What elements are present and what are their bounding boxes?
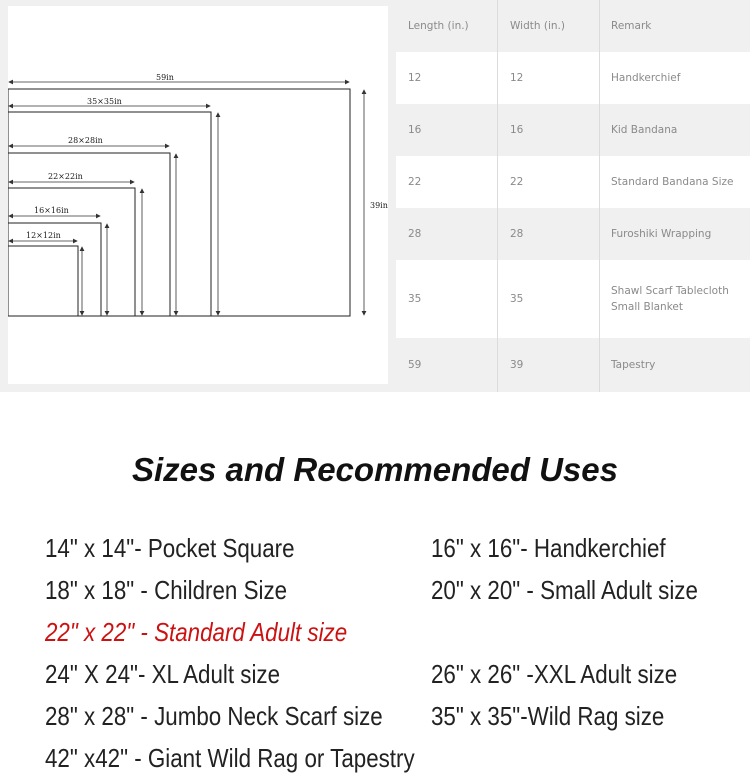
label-22x22: 22×22in: [48, 172, 83, 181]
cell-remark: Furoshiki Wrapping: [611, 228, 712, 240]
table-row: [396, 52, 750, 104]
label-16x16: 16×16in: [34, 206, 69, 215]
size-diagram-svg: [8, 6, 388, 384]
table-header-row: [396, 0, 750, 52]
header-length: Length (in.): [396, 0, 498, 52]
cell-width: 28: [498, 208, 600, 260]
table-row: [396, 208, 750, 260]
use-item: 28" x 28" - Jumbo Neck Scarf size: [45, 701, 383, 731]
rect-12x12: [8, 246, 78, 316]
rect-59x39: [8, 89, 350, 316]
use-item: 16" x 16"- Handkerchief: [431, 533, 666, 563]
cell-length: 28: [396, 208, 498, 260]
table-row: [396, 338, 750, 392]
use-item: 24" X 24"- XL Adult size: [45, 659, 281, 689]
use-item: 18" x 18" - Children Size: [45, 575, 288, 605]
cell-length: 35: [396, 260, 498, 338]
cell-width: 39: [498, 338, 600, 392]
size-table: [396, 0, 750, 392]
uses-title: Sizes and Recommended Uses: [131, 451, 618, 488]
use-item-highlighted: 22" x 22" - Standard Adult size: [45, 617, 348, 647]
cell-width: 12: [498, 52, 600, 104]
use-item: 42" x42" - Giant Wild Rag or Tapestry: [45, 743, 415, 773]
table-row: [396, 104, 750, 156]
cell-length: 16: [396, 104, 498, 156]
cell-remark: Standard Bandana Size: [611, 176, 734, 188]
rect-22x22: [8, 188, 135, 316]
size-diagram: [8, 6, 388, 384]
cell-width: 22: [498, 156, 600, 208]
cell-remark: Tapestry: [611, 359, 656, 371]
label-12x12: 12×12in: [26, 231, 61, 240]
cell-length: 22: [396, 156, 498, 208]
cell-width: 35: [498, 260, 600, 338]
header-remark: Remark: [611, 20, 652, 32]
use-item: 35" x 35"-Wild Rag size: [431, 701, 665, 731]
label-59in: 59in: [156, 73, 174, 82]
header-width: Width (in.): [498, 0, 600, 52]
cell-length: 59: [396, 338, 498, 392]
use-item: 26" x 26" -XXL Adult size: [431, 659, 678, 689]
cell-length: 12: [396, 52, 498, 104]
label-35x35: 35×35in: [87, 97, 122, 106]
table-row: [396, 156, 750, 208]
table-row: [396, 260, 750, 338]
label-39in: 39in: [370, 201, 388, 210]
use-item: 14" x 14"- Pocket Square: [45, 533, 295, 563]
cell-remark: Shawl Scarf Tablecloth Small Blanket: [611, 285, 729, 313]
cell-remark: Kid Bandana: [611, 124, 678, 136]
label-28x28: 28×28in: [68, 136, 103, 145]
cell-width: 16: [498, 104, 600, 156]
use-item: 20" x 20" - Small Adult size: [431, 575, 698, 605]
cell-remark: Handkerchief: [611, 72, 681, 84]
